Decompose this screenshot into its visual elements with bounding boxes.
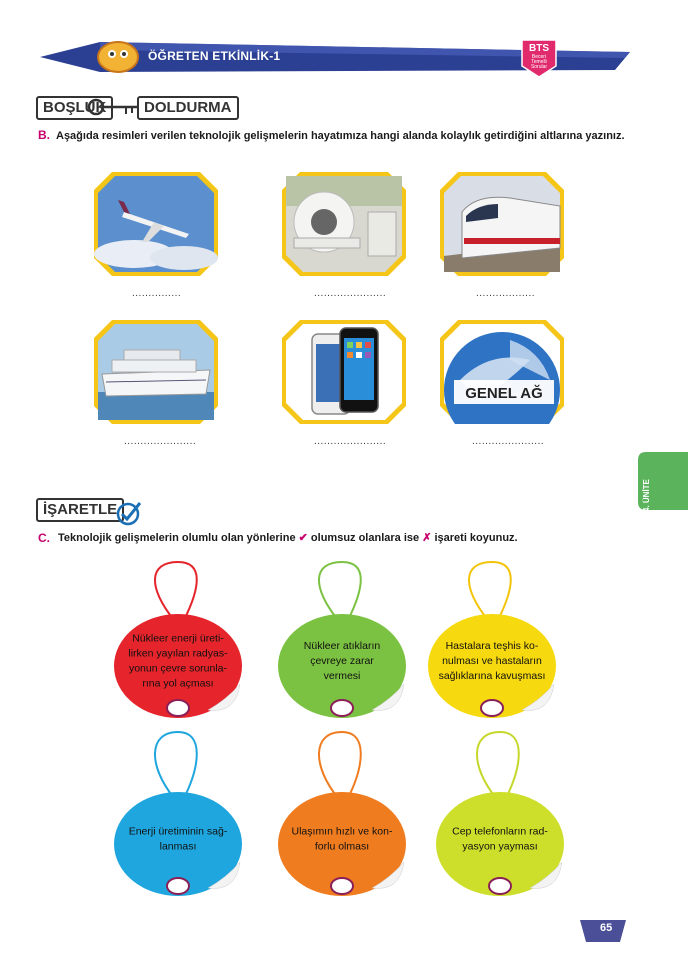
tag-string xyxy=(319,732,361,798)
smartphones-image xyxy=(282,320,406,424)
check-mark-icon: ✔ xyxy=(298,532,308,544)
tag-4 xyxy=(108,730,248,900)
mri-scanner-image xyxy=(282,172,406,276)
tag-1 xyxy=(108,560,248,730)
blank-line-2: ...................... xyxy=(314,288,387,299)
badge-title: BTS xyxy=(529,43,549,54)
blank-line-6: ...................... xyxy=(472,436,545,447)
tag-text-line: yasyon yayması xyxy=(462,840,538,853)
question-c-letter: C. xyxy=(38,531,50,545)
tag-text-line: Nükleer atıkların xyxy=(303,640,381,652)
blank-line-4: ...................... xyxy=(124,436,197,447)
answer-circle xyxy=(167,878,189,894)
tag-string xyxy=(155,562,197,620)
tag-text-line: rına yol açması xyxy=(142,677,214,690)
train-image xyxy=(440,172,564,276)
tag-text-line: forlu olması xyxy=(314,840,370,853)
genel-ag-caption: GENEL AĞ xyxy=(465,385,543,402)
tag-string xyxy=(155,732,197,798)
tag-text-line: Cep telefonların rad- xyxy=(452,825,548,838)
answer-circle xyxy=(331,700,353,716)
tag-text-line: çevreye zarar xyxy=(310,655,374,667)
answer-circle xyxy=(489,878,511,894)
question-b-letter: B. xyxy=(38,128,50,142)
blank-line-5: ...................... xyxy=(314,436,387,447)
tag-text-line: sağlıklarına kavuşması xyxy=(438,670,546,682)
tag-text-line: nulması ve hastaların xyxy=(442,655,542,667)
tag-string xyxy=(319,562,361,620)
doldurma-label: DOLDURMA xyxy=(137,96,239,120)
tag-text-line: lirken yayılan radyas- xyxy=(128,647,228,660)
svg-text:Sorular: Sorular xyxy=(530,64,548,70)
tag-text-line: Nükleer enerji üreti- xyxy=(132,632,224,645)
question-c-text: Teknolojik gelişmelerin olumlu olan yönlerine ✔ olumsuz olanlara ise ✗ işareti koyunuz. xyxy=(58,532,518,544)
tag-text-line: Hastalara teşhis ko- xyxy=(445,640,539,652)
svg-text:Beceri: Beceri xyxy=(531,54,547,60)
key-icon xyxy=(86,93,142,121)
svg-text:Temelli: Temelli xyxy=(531,59,547,65)
page-number: 65 xyxy=(600,922,613,934)
check-circle-icon xyxy=(116,500,142,526)
question-b-text: Aşağıda resimleri verilen teknolojik gelişmelerin hayatımıza hangi alanda kolaylık getirdiğini altlarına yazınız. xyxy=(56,130,625,142)
tag-2 xyxy=(272,560,412,730)
blank-line-1: ............... xyxy=(132,288,182,299)
tag-5 xyxy=(272,730,412,900)
bts-badge xyxy=(518,38,560,78)
cruise-ship-image xyxy=(94,320,218,424)
x-mark-icon: ✗ xyxy=(422,532,432,544)
activity-title: ÖĞRETEN ETKİNLİK-1 xyxy=(148,49,281,63)
tag-string xyxy=(469,562,511,620)
answer-circle xyxy=(167,700,189,716)
tag-text-line: Ulaşımın hızlı ve kon- xyxy=(291,825,393,838)
tag-6 xyxy=(430,730,570,900)
isaretle-label: İŞARETLE xyxy=(36,498,124,522)
answer-circle xyxy=(481,700,503,716)
tag-3 xyxy=(422,560,562,730)
tag-text-line: Enerji üretiminin sağ- xyxy=(128,825,228,838)
tag-text-line: vermesi xyxy=(323,670,361,682)
bosluk-label: BOŞLUK xyxy=(36,96,113,120)
tag-text-line: yonun çevre sorunla- xyxy=(128,662,228,675)
tag-text-line: lanması xyxy=(159,840,197,853)
globe-image xyxy=(440,320,564,424)
tag-string xyxy=(477,732,519,798)
airplane-image xyxy=(94,172,218,276)
unit-label: 4. ÜNİTE xyxy=(642,479,651,512)
answer-circle xyxy=(331,878,353,894)
blank-line-3: .................. xyxy=(476,288,536,299)
